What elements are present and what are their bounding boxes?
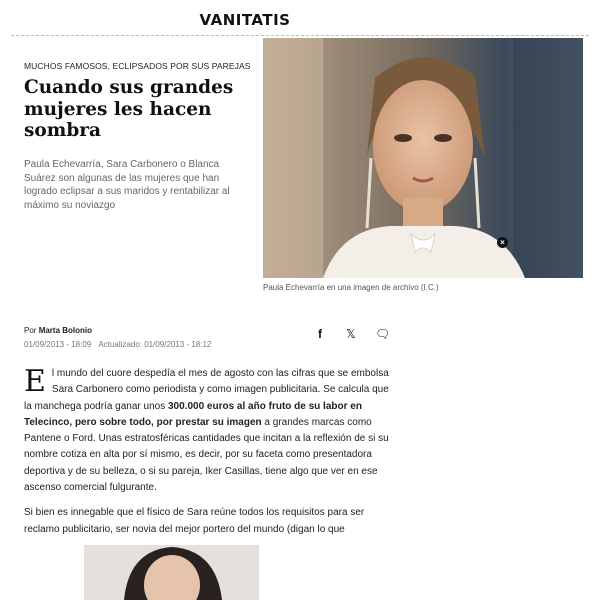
site-header bbox=[0, 0, 600, 38]
comment-icon[interactable]: 🗨 bbox=[375, 327, 391, 341]
paragraph-1-bold: 300.000 euros al año fruto de su labor en Telecinco, pero sobre todo, por prestar su imagen bbox=[24, 400, 362, 428]
article-dates bbox=[24, 340, 211, 349]
paragraph-1 bbox=[24, 366, 392, 496]
article-kicker: MUCHOS FAMOSOS, ECLIPSADOS POR SUS PAREJAS bbox=[24, 61, 251, 71]
updated-date: Actualizado: 01/09/2013 - 18:12 bbox=[98, 340, 212, 349]
byline bbox=[24, 326, 92, 335]
hero-photo bbox=[263, 38, 583, 278]
photo-info-icon[interactable]: × bbox=[497, 237, 508, 248]
x-twitter-icon[interactable]: 𝕏 bbox=[346, 327, 356, 341]
article-headline: Cuando sus grandes mujeres les hacen sombra bbox=[24, 77, 234, 141]
hero-image[interactable] bbox=[263, 38, 583, 278]
site-logo[interactable]: VANITATIS bbox=[199, 11, 291, 29]
published-date: 01/09/2013 - 18:09 bbox=[24, 340, 92, 349]
article-standfirst: Paula Echevarría, Sara Carbonero o Blanca Suárez son algunas de las mujeres que han logrado eclipsar a sus maridos y rentabilizar al máximo su noviazgo bbox=[24, 159, 230, 211]
paragraph-2: Si bien es innegable que el físico de Sara reúne todos los requisitos para ser reclamo publicitario, ser novia del mejor portero del mundo (digan lo que bbox=[24, 507, 365, 535]
article-body bbox=[24, 366, 392, 547]
header-divider bbox=[11, 35, 589, 36]
inline-photo bbox=[84, 545, 259, 600]
paragraph-1-start: l mundo del cuore despedía el mes de agosto con las cifras que se embolsa Sara Carbonero como periodista y como imagen publicitaria. Se calcula que la manchega podría ganar unos bbox=[24, 368, 389, 412]
dropcap: E bbox=[24, 364, 46, 399]
paragraph-1-end: a grandes marcas como Pantene o Ford. Unas estratosféricas cantidades que incitan a la reflexión de si su nombre cotiza en alta por sí mismo, es decir, por su faceta como presentadora deportiva y de su belleza, o si su pareja, Iker Casillas, tiene algo que ver en ese ascenso comercial fulgurante. bbox=[24, 416, 389, 494]
byline-prefix: Por bbox=[24, 326, 37, 335]
facebook-icon[interactable]: f bbox=[318, 327, 322, 341]
author-link[interactable]: Marta Bolonio bbox=[38, 326, 93, 335]
inline-image[interactable] bbox=[84, 545, 259, 600]
hero-caption: Paula Echevarría en una imagen de archivo (I.C.) bbox=[263, 283, 439, 292]
